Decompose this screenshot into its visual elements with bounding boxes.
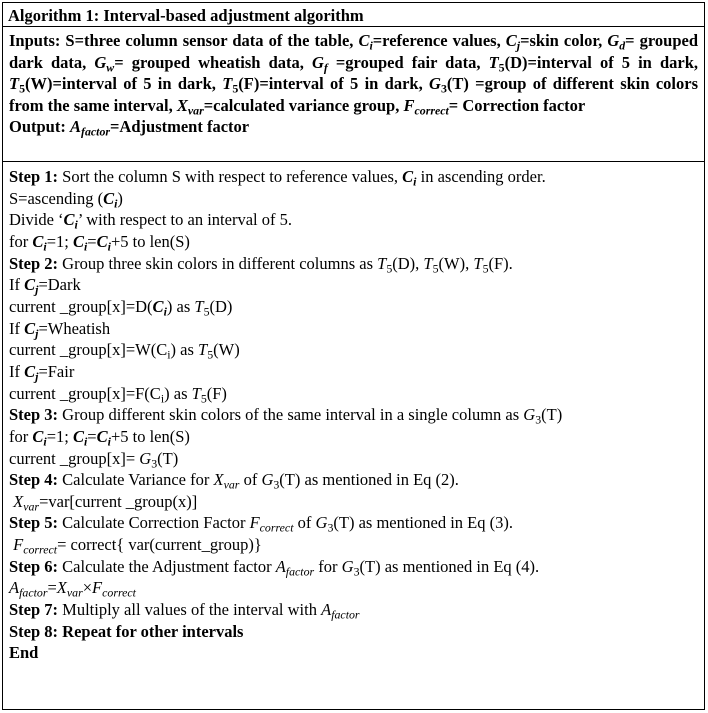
end-line: End — [9, 643, 39, 663]
output-label: Output: — [9, 117, 66, 137]
fcorrect-line: $F_{correct}=$ correct{ var(current_group)} — [13, 535, 262, 557]
if-fair-line: If $C_j=Fair$ — [9, 361, 75, 384]
algorithm-box — [2, 2, 705, 710]
step-8-line: Step 8: Repeat for other intervals — [9, 621, 244, 641]
step-3-line: Step 3: Group different skin colors of the same interval in a single column as $G_3(T)$ — [9, 405, 563, 427]
for-loop-line-2: for $C_i=1$; $C_i=C_i+5$ to len(S) — [9, 426, 190, 449]
io-block — [3, 27, 704, 162]
current-group-fair-line: current $\_group[x]=F(C_i)$ as $T_5(F)$ — [9, 383, 227, 405]
algorithm-title: Algorithm 1: Interval-based adjustment algorithm — [3, 3, 704, 27]
step-5-line: Step 5: Calculate Correction Factor $F_{correct}$ of $G_3(T)$ as mentioned in Eq (3). — [9, 513, 513, 535]
sort-line: S=ascending $(C_i)$ — [9, 188, 123, 210]
output-description: Output: $A_{factor}=Adjustment$ factor — [9, 117, 250, 139]
current-group-wheatish-line: current $\_group[x]=W(C_i)$ as $T_5(W)$ — [9, 340, 240, 362]
afactor-equation-line: $A_{factor}=X_{var}\times F_{correct}$ — [9, 578, 136, 600]
current-group-dark-line: current $\_group[x]=D(C_i)$ as $T_5(D)$ — [9, 296, 233, 319]
current-group-g3-line: current _group[x]= $G_3(T)$ — [9, 448, 179, 470]
divide-line: Divide ‘$C_i$’ with respect to an interval of 5. — [9, 210, 292, 232]
inputs-label: Inputs: — [9, 31, 61, 50]
if-wheatish-line: If $C_j=Wheatish$ — [9, 318, 111, 340]
algorithm-steps — [3, 162, 704, 664]
if-dark-line: If $C_j=Dark$ — [9, 275, 81, 297]
xvar-line: $X_{var}=var[current$ _group(x)] — [13, 491, 198, 514]
step-7-line: Step 7: Multiply all values of the interval with $A_{factor}$ — [9, 600, 360, 622]
inputs-description: Inputs: S=three column sensor data of the table, $C_i=reference$ values, $C_j=skin$ color, $G_d=$ grouped dark data, $G_w=$ grouped wheatish data, $G_f$ =grouped fair data, $T_5(D)=interval$ of 5 in dark, $T_5(W)=interval$ of 5 in dark, $T_5(F)=interval$ of 5 in dark, $G_3(T)$ =group of different skin colors from the same interval, $X_{var}=calculated$ variance group, $F_{correct}=$ Correction factor — [9, 31, 699, 118]
step-2-line: Step 2: Group three skin colors in different columns as $T_5(D)$, $T_5(W)$, $T_5(F)$. — [9, 253, 513, 275]
step-4-line: Step 4: Calculate Variance for $X_{var}$ of $G_3(T)$ as mentioned in Eq (2). — [9, 470, 459, 492]
step-6-line: Step 6: Calculate the Adjustment factor $A_{factor}$ for $G_3(T)$ as mentioned in Eq (4). — [9, 556, 540, 579]
for-loop-line: for $C_i=1$; $C_i=C_i+5$ to len(S) — [9, 231, 190, 254]
step-1-line: Step 1: Sort the column S with respect to reference values, $C_i$ in ascending order. — [9, 166, 546, 189]
